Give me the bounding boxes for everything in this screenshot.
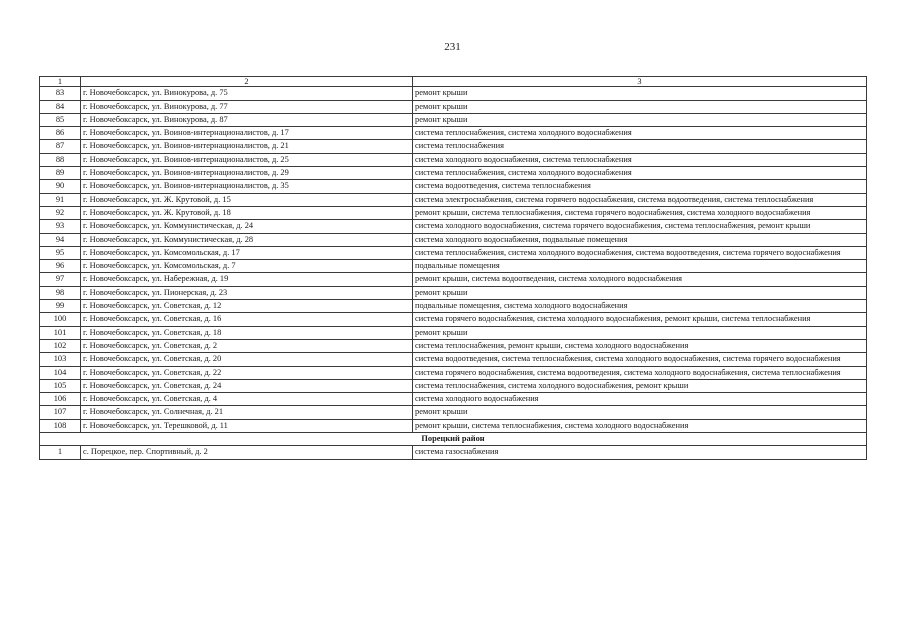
row-works: система теплоснабжения, ремонт крыши, система холодного водоснабжения: [413, 339, 867, 352]
row-works: ремонт крыши: [413, 326, 867, 339]
table-row: [40, 366, 867, 379]
table-row: [40, 406, 867, 419]
page-number: 231: [444, 41, 461, 53]
row-number: 85: [40, 113, 81, 126]
row-number: 84: [40, 100, 81, 113]
row-number: 87: [40, 140, 81, 153]
row-works: система горячего водоснабжения, система водоотведения, система холодного водоснабжения, система теплоснабжения: [413, 366, 867, 379]
table-row: [40, 446, 867, 459]
table-row: [40, 233, 867, 246]
row-number: 102: [40, 339, 81, 352]
row-works: система холодного водоснабжения, система горячего водоснабжения, система теплоснабжения, ремонт крыши: [413, 220, 867, 233]
row-address: г. Новочебоксарск, ул. Советская, д. 24: [81, 379, 413, 392]
row-works: подвальные помещения: [413, 260, 867, 273]
table-row: [40, 153, 867, 166]
district-section-row: [40, 433, 867, 446]
table-row: [40, 127, 867, 140]
table-row: [40, 313, 867, 326]
column-number-2: 2: [81, 77, 413, 87]
row-address: г. Новочебоксарск, ул. Винокурова, д. 87: [81, 113, 413, 126]
table-row: [40, 393, 867, 406]
row-works: ремонт крыши, система теплоснабжения, система горячего водоснабжения, система холодного водоснабжения: [413, 206, 867, 219]
row-works: система холодного водоснабжения: [413, 393, 867, 406]
row-number: 96: [40, 260, 81, 273]
row-works: ремонт крыши: [413, 87, 867, 100]
table-row: [40, 87, 867, 100]
row-address: г. Новочебоксарск, ул. Солнечная, д. 21: [81, 406, 413, 419]
row-address: г. Новочебоксарск, ул. Набережная, д. 19: [81, 273, 413, 286]
row-number: 105: [40, 379, 81, 392]
row-number: 83: [40, 87, 81, 100]
row-address: г. Новочебоксарск, ул. Советская, д. 2: [81, 339, 413, 352]
row-number: 98: [40, 286, 81, 299]
row-number: 92: [40, 206, 81, 219]
row-number: 108: [40, 419, 81, 432]
row-works: система водоотведения, система теплоснабжения: [413, 180, 867, 193]
row-number: 88: [40, 153, 81, 166]
row-address: г. Новочебоксарск, ул. Комсомольская, д. 7: [81, 260, 413, 273]
table-row: [40, 419, 867, 432]
row-works: система теплоснабжения, система холодного водоснабжения, ремонт крыши: [413, 379, 867, 392]
row-address: г. Новочебоксарск, ул. Советская, д. 16: [81, 313, 413, 326]
row-works: ремонт крыши, система теплоснабжения, система холодного водоснабжения: [413, 419, 867, 432]
row-number: 94: [40, 233, 81, 246]
table-row: [40, 180, 867, 193]
row-address: г. Новочебоксарск, ул. Воинов-интернационалистов, д. 29: [81, 167, 413, 180]
row-works: система холодного водоснабжения, подвальные помещения: [413, 233, 867, 246]
row-number: 107: [40, 406, 81, 419]
row-number: 1: [40, 446, 81, 459]
row-number: 90: [40, 180, 81, 193]
table-row: [40, 113, 867, 126]
row-number: 100: [40, 313, 81, 326]
row-address: г. Новочебоксарск, ул. Комсомольская, д. 17: [81, 246, 413, 259]
table-row: [40, 246, 867, 259]
row-number: 99: [40, 300, 81, 313]
table-row: [40, 260, 867, 273]
row-works: система газоснабжения: [413, 446, 867, 459]
row-address: г. Новочебоксарск, ул. Пионерская, д. 23: [81, 286, 413, 299]
table-row: [40, 286, 867, 299]
row-works: система теплоснабжения, система холодного водоснабжения: [413, 167, 867, 180]
row-address: г. Новочебоксарск, ул. Советская, д. 12: [81, 300, 413, 313]
row-address: г. Новочебоксарск, ул. Коммунистическая, д. 28: [81, 233, 413, 246]
table-row: [40, 326, 867, 339]
table-row: [40, 100, 867, 113]
row-address: г. Новочебоксарск, ул. Советская, д. 4: [81, 393, 413, 406]
row-address: г. Новочебоксарск, ул. Воинов-интернационалистов, д. 35: [81, 180, 413, 193]
row-works: система холодного водоснабжения, система теплоснабжения: [413, 153, 867, 166]
row-address: г. Новочебоксарск, ул. Воинов-интернационалистов, д. 21: [81, 140, 413, 153]
row-works: ремонт крыши, система водоотведения, система холодного водоснабжения: [413, 273, 867, 286]
repair-list-table: [39, 76, 867, 460]
row-address: г. Новочебоксарск, ул. Советская, д. 20: [81, 353, 413, 366]
row-address: г. Новочебоксарск, ул. Коммунистическая, д. 24: [81, 220, 413, 233]
row-number: 106: [40, 393, 81, 406]
row-number: 86: [40, 127, 81, 140]
row-works: система теплоснабжения, система холодного водоснабжения, система водоотведения, система горячего водоснабжения: [413, 246, 867, 259]
row-address: г. Новочебоксарск, ул. Терешковой, д. 11: [81, 419, 413, 432]
row-works: ремонт крыши: [413, 286, 867, 299]
table-body: [40, 77, 867, 460]
table-row: [40, 353, 867, 366]
row-address: г. Новочебоксарск, ул. Воинов-интернационалистов, д. 25: [81, 153, 413, 166]
column-number-1: 1: [40, 77, 81, 87]
row-works: ремонт крыши: [413, 406, 867, 419]
row-number: 101: [40, 326, 81, 339]
table-row: [40, 193, 867, 206]
row-number: 95: [40, 246, 81, 259]
row-works: ремонт крыши: [413, 113, 867, 126]
row-address: г. Новочебоксарск, ул. Воинов-интернационалистов, д. 17: [81, 127, 413, 140]
row-address: г. Новочебоксарск, ул. Винокурова, д. 77: [81, 100, 413, 113]
table-row: [40, 379, 867, 392]
row-works: система теплоснабжения: [413, 140, 867, 153]
row-works: система теплоснабжения, система холодного водоснабжения: [413, 127, 867, 140]
table-row: [40, 140, 867, 153]
row-number: 104: [40, 366, 81, 379]
table-row: [40, 300, 867, 313]
table-row: [40, 339, 867, 352]
table-row: [40, 167, 867, 180]
row-address: г. Новочебоксарск, ул. Советская, д. 18: [81, 326, 413, 339]
row-works: система водоотведения, система теплоснабжения, система холодного водоснабжения, система горячего водоснабжения: [413, 353, 867, 366]
row-works: подвальные помещения, система холодного водоснабжения: [413, 300, 867, 313]
row-number: 97: [40, 273, 81, 286]
table-row: [40, 273, 867, 286]
table-row: [40, 220, 867, 233]
row-address: с. Порецкое, пер. Спортивный, д. 2: [81, 446, 413, 459]
row-number: 103: [40, 353, 81, 366]
row-address: г. Новочебоксарск, ул. Ж. Крутовой, д. 15: [81, 193, 413, 206]
district-title: Порецкий район: [40, 433, 867, 446]
row-number: 89: [40, 167, 81, 180]
column-number-row: [40, 77, 867, 87]
row-number: 91: [40, 193, 81, 206]
row-number: 93: [40, 220, 81, 233]
row-works: система электроснабжения, система горячего водоснабжения, система водоотведения, система теплоснабжения: [413, 193, 867, 206]
row-works: ремонт крыши: [413, 100, 867, 113]
row-address: г. Новочебоксарск, ул. Советская, д. 22: [81, 366, 413, 379]
column-number-3: 3: [413, 77, 867, 87]
row-address: г. Новочебоксарск, ул. Винокурова, д. 75: [81, 87, 413, 100]
row-address: г. Новочебоксарск, ул. Ж. Крутовой, д. 18: [81, 206, 413, 219]
table-row: [40, 206, 867, 219]
row-works: система горячего водоснабжения, система холодного водоснабжения, ремонт крыши, система теплоснабжения: [413, 313, 867, 326]
